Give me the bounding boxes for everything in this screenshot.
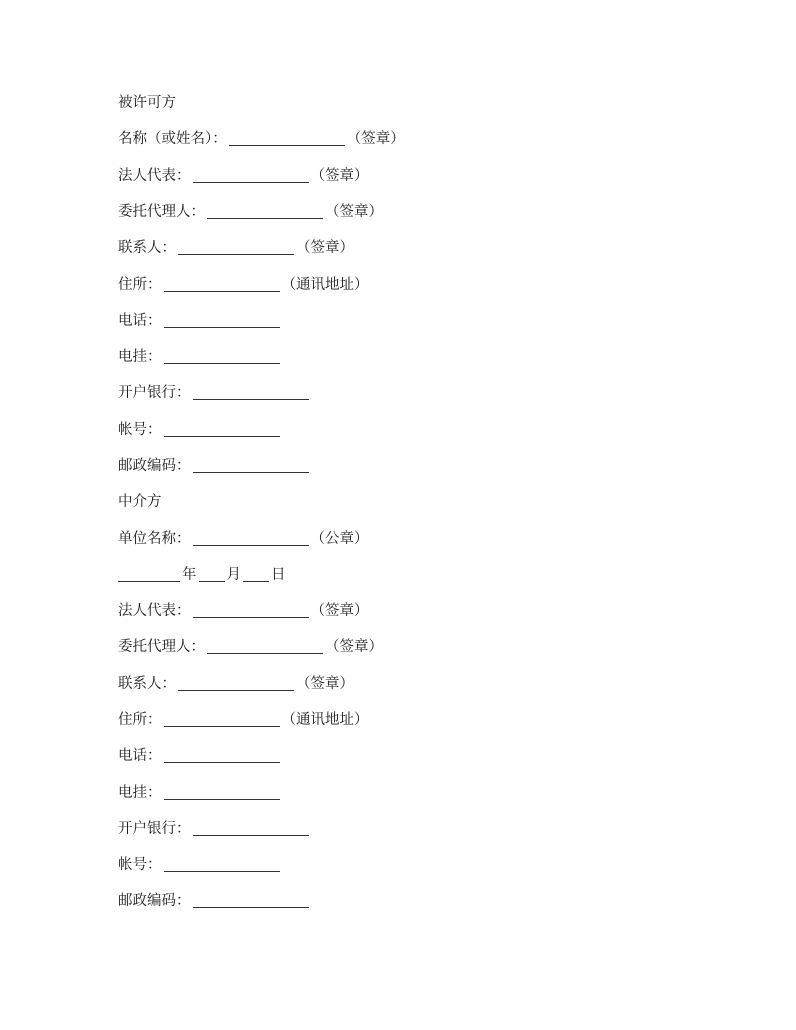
licensee-fax-blank[interactable] — [164, 348, 280, 364]
licensee-legal-rep-label: 法人代表： — [118, 168, 191, 184]
intermediary-account-row — [118, 854, 282, 876]
intermediary-agent-note: （签章） — [325, 639, 383, 655]
intermediary-agent-blank[interactable] — [207, 638, 323, 654]
date-year-label: 年 — [182, 567, 197, 583]
intermediary-agent-label: 委托代理人： — [118, 639, 205, 655]
licensee-name-label: 名称（或姓名）： — [118, 131, 227, 147]
date-day-label: 日 — [271, 567, 286, 583]
licensee-bank-row — [118, 382, 311, 404]
intermediary-address-note: （通讯地址） — [281, 712, 369, 728]
licensee-legal-rep-note: （签章） — [310, 168, 369, 184]
intermediary-contact-label: 联系人： — [118, 676, 176, 692]
licensee-name-blank[interactable] — [229, 130, 345, 146]
licensee-address-note: （通讯地址） — [281, 277, 369, 293]
intermediary-legal-rep-blank[interactable] — [193, 602, 309, 618]
licensee-account-row — [118, 419, 282, 441]
licensee-bank-blank[interactable] — [193, 384, 309, 400]
licensee-address-blank[interactable] — [164, 276, 280, 292]
licensee-agent-label: 委托代理人： — [118, 204, 205, 220]
licensee-name-row — [118, 128, 405, 150]
licensee-contact-label: 联系人： — [118, 240, 176, 256]
intermediary-heading-text: 中介方 — [118, 494, 162, 510]
licensee-fax-row — [118, 346, 282, 368]
licensee-phone-blank[interactable] — [164, 312, 280, 328]
licensee-fax-label: 电挂： — [118, 349, 162, 365]
intermediary-postcode-label: 邮政编码： — [118, 893, 191, 909]
intermediary-fax-blank[interactable] — [164, 784, 280, 800]
licensee-contact-row — [118, 237, 354, 259]
intermediary-unit-label: 单位名称： — [118, 531, 191, 547]
licensee-legal-rep-blank[interactable] — [193, 167, 309, 183]
intermediary-account-label: 帐号： — [118, 857, 162, 873]
intermediary-unit-note: （公章） — [310, 531, 369, 547]
licensee-postcode-row — [118, 455, 311, 477]
intermediary-address-row — [118, 709, 369, 731]
intermediary-postcode-row — [118, 890, 311, 912]
licensee-heading — [118, 92, 176, 114]
intermediary-bank-label: 开户银行： — [118, 821, 191, 837]
licensee-contact-note: （签章） — [296, 240, 354, 256]
licensee-postcode-label: 邮政编码： — [118, 458, 191, 474]
licensee-agent-blank[interactable] — [207, 203, 323, 219]
licensee-account-label: 帐号： — [118, 422, 162, 438]
intermediary-phone-row — [118, 745, 282, 767]
intermediary-date-row — [118, 564, 286, 586]
intermediary-account-blank[interactable] — [164, 856, 280, 872]
intermediary-fax-row — [118, 782, 282, 804]
licensee-address-row — [118, 274, 369, 296]
licensee-address-label: 住所： — [118, 277, 162, 293]
intermediary-legal-rep-note: （签章） — [310, 603, 369, 619]
date-month-blank[interactable] — [199, 566, 225, 582]
intermediary-phone-blank[interactable] — [164, 747, 280, 763]
intermediary-legal-rep-label: 法人代表： — [118, 603, 191, 619]
intermediary-address-label: 住所： — [118, 712, 162, 728]
date-year-blank[interactable] — [118, 566, 180, 582]
intermediary-contact-row — [118, 673, 354, 695]
intermediary-fax-label: 电挂： — [118, 785, 162, 801]
licensee-postcode-blank[interactable] — [193, 457, 309, 473]
licensee-account-blank[interactable] — [164, 421, 280, 437]
intermediary-address-blank[interactable] — [164, 711, 280, 727]
licensee-agent-row — [118, 201, 383, 223]
date-month-label: 月 — [226, 567, 241, 583]
intermediary-unit-row — [118, 528, 369, 550]
licensee-bank-label: 开户银行： — [118, 385, 191, 401]
date-day-blank[interactable] — [243, 566, 269, 582]
licensee-agent-note: （签章） — [325, 204, 383, 220]
licensee-phone-label: 电话： — [118, 313, 162, 329]
licensee-phone-row — [118, 310, 282, 332]
intermediary-postcode-blank[interactable] — [193, 892, 309, 908]
intermediary-phone-label: 电话： — [118, 748, 162, 764]
intermediary-legal-rep-row — [118, 600, 369, 622]
intermediary-bank-blank[interactable] — [193, 820, 309, 836]
intermediary-heading — [118, 491, 162, 513]
intermediary-agent-row — [118, 636, 383, 658]
intermediary-contact-blank[interactable] — [178, 675, 294, 691]
intermediary-bank-row — [118, 818, 311, 840]
licensee-contact-blank[interactable] — [178, 239, 294, 255]
licensee-legal-rep-row — [118, 165, 369, 187]
intermediary-contact-note: （签章） — [296, 676, 354, 692]
licensee-heading-text: 被许可方 — [118, 95, 176, 111]
intermediary-unit-blank[interactable] — [193, 530, 309, 546]
licensee-name-note: （签章） — [346, 131, 405, 147]
